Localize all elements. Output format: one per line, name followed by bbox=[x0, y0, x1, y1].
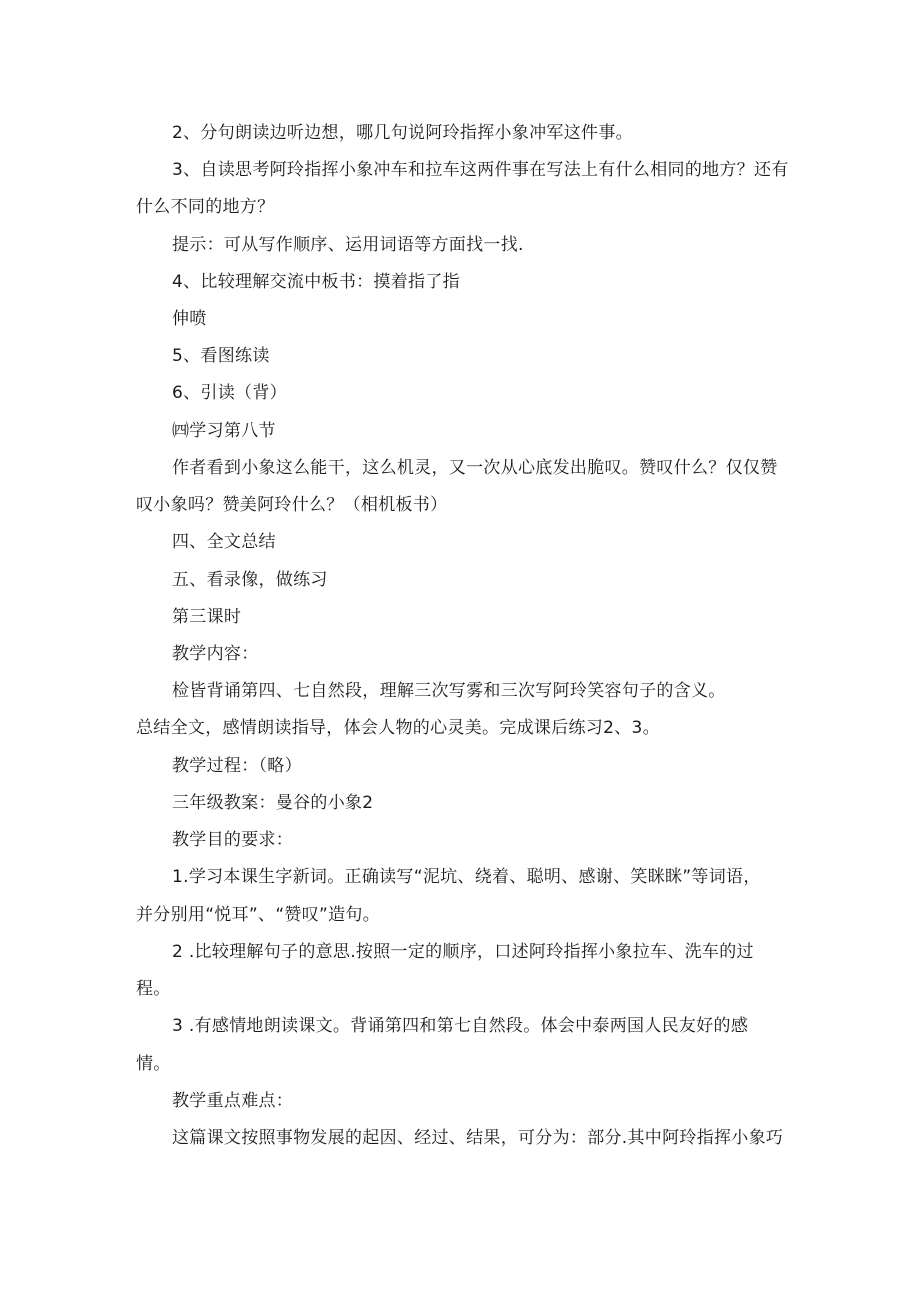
text-line: 什么不同的地方？ bbox=[136, 197, 275, 217]
text-line: 5、看图练读 bbox=[172, 346, 270, 366]
text-line: 作者看到小象这么能干，这么机灵，又一次从心底发出脆叹。赞叹什么？仅仅赞 bbox=[172, 458, 778, 478]
text-line: 教学过程：（略） bbox=[172, 756, 302, 776]
text-line: 6、引读（背） bbox=[172, 383, 287, 403]
text-line: 并分别用“悦耳”、“赞叹”造句。 bbox=[136, 905, 381, 925]
text-line: 这篇课文按照事物发展的起因、经过、结果，可分为：部分.其中阿玲指挥小象巧 bbox=[172, 1128, 784, 1148]
text-line: 检皆背诵第四、七自然段，理解三次写雾和三次写阿玲笑容句子的含义。 bbox=[172, 681, 726, 701]
section-heading: 四、全文总结 bbox=[172, 532, 276, 552]
text-line: 提示：可从写作顺序、运用词语等方面找一找. bbox=[172, 235, 524, 255]
text-line: 4、比较理解交流中板书：摸着指了指 bbox=[172, 272, 460, 292]
text-line: 叹小象吗？赞美阿玲什么？（相机板书） bbox=[136, 495, 448, 515]
section-heading: 教学目的要求： bbox=[172, 830, 294, 850]
text-line: 3、自读思考阿玲指挥小象冲车和拉车这两件事在写法上有什么相同的地方？还有 bbox=[172, 160, 789, 180]
text-line: 伸喷 bbox=[172, 309, 207, 329]
text-line: 2 .比较理解句子的意思.按照一定的顺序，口述阿玲指挥小象拉车、洗车的过 bbox=[172, 942, 754, 962]
section-heading: 教学内容： bbox=[172, 644, 259, 664]
section-heading: 五、看录像，做练习 bbox=[172, 570, 328, 590]
text-line: 情。 bbox=[136, 1054, 171, 1074]
text-line: 1.学习本课生字新词。正确读写“泥坑、绕着、聪明、感谢、笑眯眯”等词语， bbox=[172, 867, 761, 887]
text-line: 总结全文，感情朗读指导，体会人物的心灵美。完成课后练习2、3。 bbox=[136, 718, 660, 738]
section-heading: 教学重点难点： bbox=[172, 1091, 294, 1111]
text-line: 2、分句朗读边听边想，哪几句说阿玲指挥小象冲军这件事。 bbox=[172, 123, 633, 143]
text-line: 程。 bbox=[136, 979, 171, 999]
text-line: 3 .有感情地朗读课文。背诵第四和第七自然段。体会中泰两国人民友好的感 bbox=[172, 1016, 749, 1036]
section-heading: 第三课时 bbox=[172, 607, 242, 627]
document-title: 三年级教案：曼谷的小象2 bbox=[172, 793, 374, 813]
section-heading: ㈣学习第八节 bbox=[172, 421, 276, 441]
